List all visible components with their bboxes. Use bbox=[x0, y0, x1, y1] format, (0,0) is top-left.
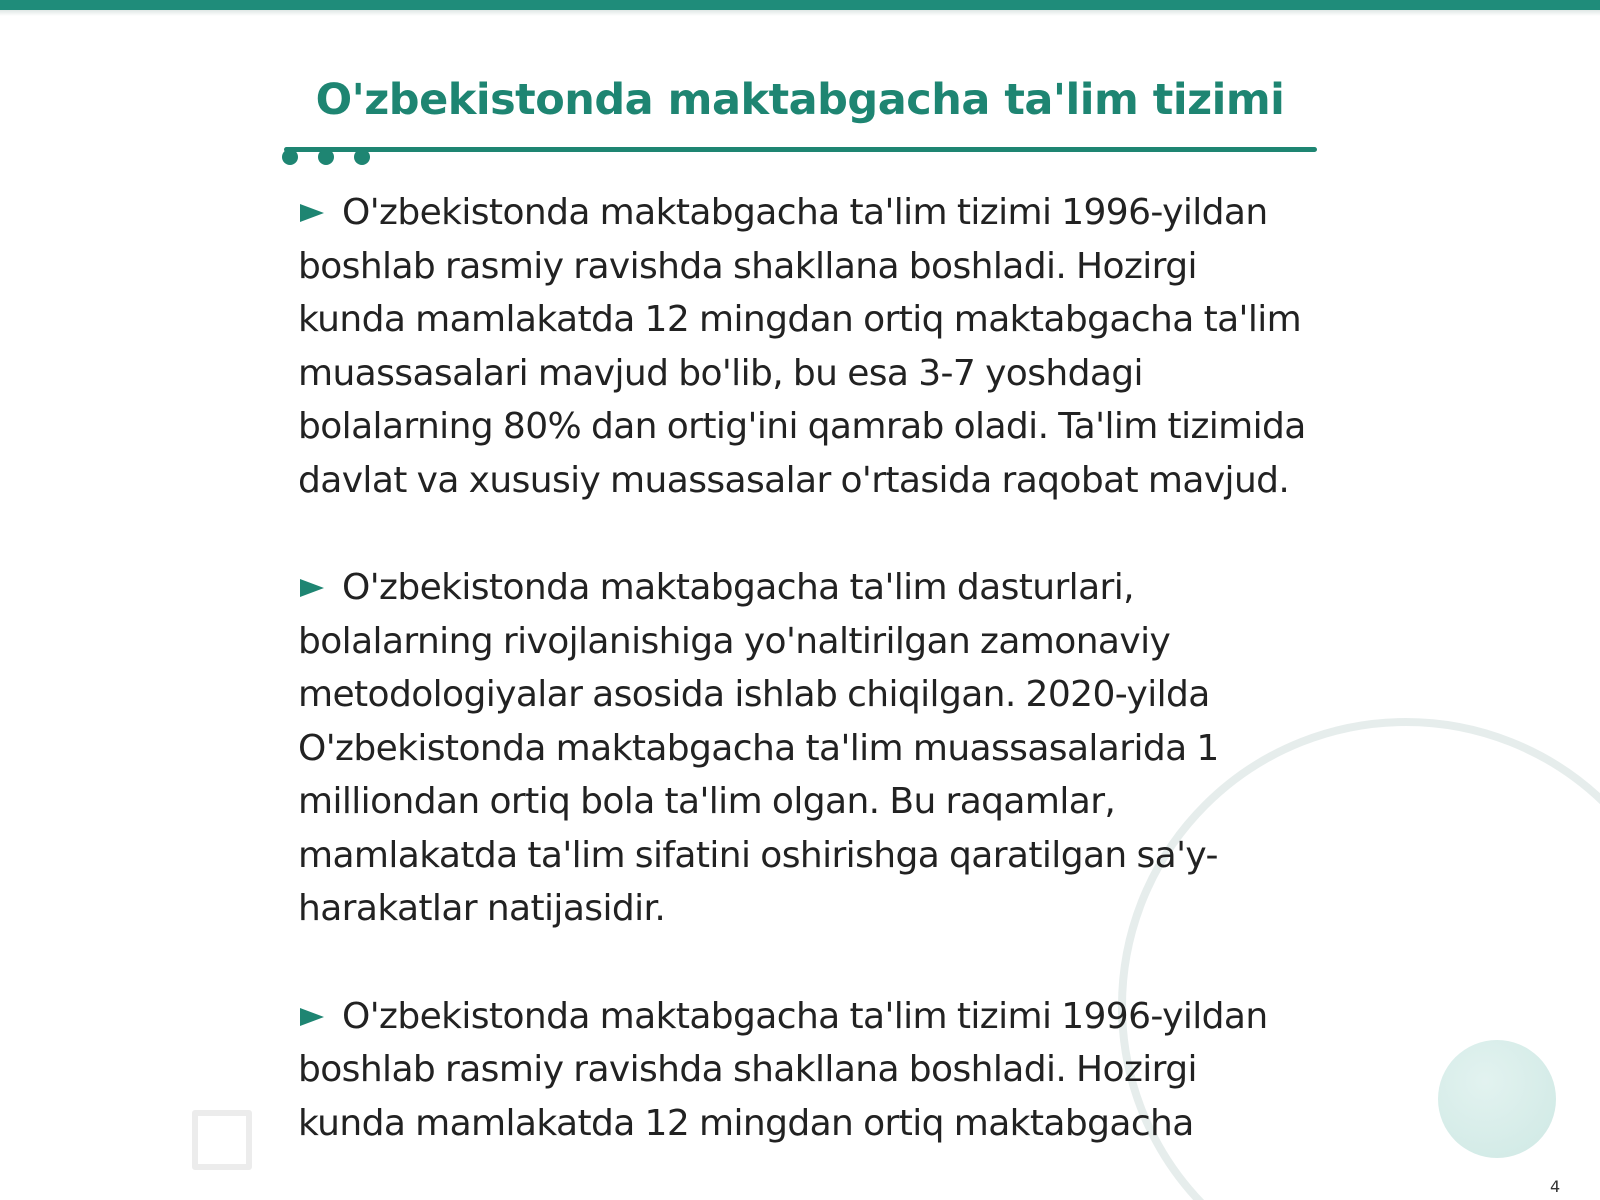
top-bar-shadow bbox=[0, 10, 1600, 16]
bullet-text: O'zbekistonda maktabgacha ta'lim tizimi 1996-yildan boshlab rasmiy ravishda shakllana boshladi. Hozirgi kunda mamlakatda 12 mingdan ortiq maktabgacha bbox=[298, 995, 1268, 1144]
triangle-right-icon bbox=[298, 202, 328, 224]
bullet-list bbox=[298, 186, 1308, 1200]
decorative-circle bbox=[1438, 1040, 1556, 1158]
triangle-right-icon bbox=[298, 1006, 328, 1028]
triangle-right-icon bbox=[298, 577, 328, 599]
bullet-item bbox=[298, 186, 1308, 507]
decorative-square bbox=[192, 1110, 252, 1170]
bullet-text: O'zbekistonda maktabgacha ta'lim tizimi 1996-yildan boshlab rasmiy ravishda shakllana boshladi. Hozirgi kunda mamlakatda 12 mingdan ortiq maktabgacha ta'lim muassasalari mavjud bo'lib, bu esa 3-7 yoshdagi bolalarning 80% dan ortig'ini qamrab oladi. Ta'lim tizimida davlat va xususiy muassasalar o'rtasida raqobat mavjud. bbox=[298, 192, 1306, 501]
top-accent-bar bbox=[0, 0, 1600, 10]
underline-dot bbox=[318, 149, 334, 165]
title-underline bbox=[284, 147, 1317, 152]
underline-dot bbox=[282, 149, 298, 165]
page-number: 4 bbox=[1550, 1177, 1561, 1196]
slide-title: O'zbekistonda maktabgacha ta'lim tizimi bbox=[315, 75, 1285, 125]
bullet-item bbox=[298, 561, 1308, 936]
bullet-text: O'zbekistonda maktabgacha ta'lim dasturlari, bolalarning rivojlanishiga yo'naltirilgan zamonaviy metodologiyalar asosida ishlab chiqilgan. 2020-yilda O'zbekistonda maktabgacha ta'lim muassasalarida 1 milliondan ortiq bola ta'lim olgan. Bu raqamlar, mamlakatda ta'lim sifatini oshirishga qaratilgan sa'y-harakatlar natijasidir. bbox=[298, 567, 1219, 929]
bullet-item bbox=[298, 990, 1308, 1151]
underline-dot bbox=[354, 149, 370, 165]
